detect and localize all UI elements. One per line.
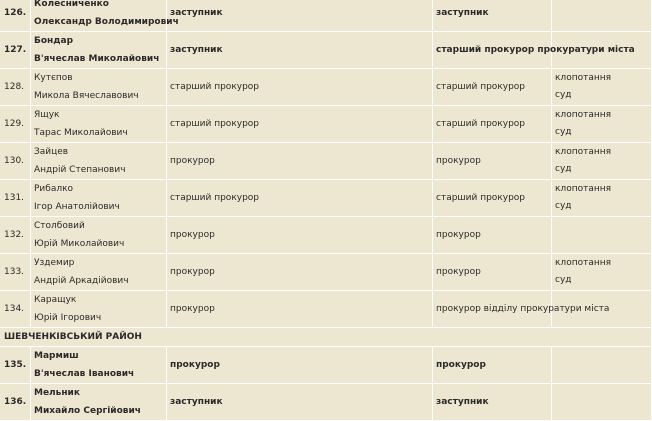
given-names: Тарас Миколайович bbox=[34, 128, 128, 138]
full-name-cell bbox=[31, 143, 167, 180]
position-before-cell: заступник bbox=[167, 0, 433, 32]
position-before-cell: заступник bbox=[167, 32, 433, 69]
full-name-cell bbox=[31, 106, 167, 143]
table-row bbox=[0, 0, 652, 32]
position-before-cell: старший прокурор bbox=[167, 69, 433, 106]
row-number: 127. bbox=[0, 32, 31, 69]
position-after-cell: прокурор bbox=[433, 347, 552, 384]
position-after-cell: прокурор відділу прокуратури міста bbox=[433, 291, 552, 328]
full-name-cell bbox=[31, 254, 167, 291]
row-number: 132. bbox=[0, 217, 31, 254]
position-after-cell: старший прокурор bbox=[433, 106, 552, 143]
row-number: 134. bbox=[0, 291, 31, 328]
full-name-cell bbox=[31, 32, 167, 69]
row-number: 133. bbox=[0, 254, 31, 291]
full-name-cell bbox=[31, 291, 167, 328]
full-name-cell bbox=[31, 384, 167, 421]
given-names: Олександр Володимирович bbox=[34, 17, 179, 27]
full-name-cell bbox=[31, 217, 167, 254]
note-cell bbox=[552, 384, 652, 421]
full-name-cell bbox=[31, 347, 167, 384]
given-names: Андрій Аркадійович bbox=[34, 276, 129, 286]
table-row bbox=[0, 106, 652, 143]
given-names: Микола Вячеславович bbox=[34, 91, 139, 101]
surname: Колесниченко bbox=[34, 0, 109, 9]
given-names: Юрій Миколайович bbox=[34, 239, 125, 249]
surname: Столбовий bbox=[34, 221, 85, 231]
region-row bbox=[0, 328, 652, 347]
position-after-cell: старший прокурор прокуратури міста bbox=[433, 32, 552, 69]
position-after-cell: заступник bbox=[433, 384, 552, 421]
table-row bbox=[0, 69, 652, 106]
note-cell: клопотання суд bbox=[552, 106, 652, 143]
given-names: В'ячеслав Іванович bbox=[34, 369, 135, 379]
position-after-cell: прокурор bbox=[433, 217, 552, 254]
table-row bbox=[0, 384, 652, 421]
position-after-cell: старший прокурор bbox=[433, 180, 552, 217]
note-cell bbox=[552, 217, 652, 254]
position-before-cell: прокурор bbox=[167, 347, 433, 384]
surname: Мармиш bbox=[34, 351, 79, 361]
surname: Ящук bbox=[34, 110, 60, 120]
row-number: 131. bbox=[0, 180, 31, 217]
table-row bbox=[0, 143, 652, 180]
note-cell: клопотання суд bbox=[552, 69, 652, 106]
row-number: 128. bbox=[0, 69, 31, 106]
surname: Рибалко bbox=[34, 184, 74, 194]
position-after-cell: прокурор bbox=[433, 143, 552, 180]
surname: Кутєпов bbox=[34, 73, 73, 83]
given-names: В'ячеслав Миколайович bbox=[34, 54, 160, 64]
given-names: Юрій Ігорович bbox=[34, 313, 102, 323]
row-number: 129. bbox=[0, 106, 31, 143]
table-row bbox=[0, 32, 652, 69]
row-number: 135. bbox=[0, 347, 31, 384]
position-before-cell: старший прокурор bbox=[167, 180, 433, 217]
table-row bbox=[0, 291, 652, 328]
note-cell bbox=[552, 347, 652, 384]
row-number: 126. bbox=[0, 0, 31, 32]
note-cell bbox=[552, 0, 652, 32]
position-before-cell: прокурор bbox=[167, 254, 433, 291]
given-names: Михайло Сергійович bbox=[34, 406, 141, 416]
position-before-cell: прокурор bbox=[167, 291, 433, 328]
surname: Мельник bbox=[34, 388, 80, 398]
position-after-cell: заступник bbox=[433, 0, 552, 32]
region-heading: ШЕВЧЕНКІВСЬКИЙ РАЙОН bbox=[0, 328, 652, 347]
given-names: Ігор Анатолійович bbox=[34, 202, 120, 212]
note-cell: клопотання суд bbox=[552, 254, 652, 291]
position-before-cell: прокурор bbox=[167, 217, 433, 254]
full-name-cell bbox=[31, 69, 167, 106]
given-names: Андрій Степанович bbox=[34, 165, 126, 175]
note-cell: клопотання суд bbox=[552, 180, 652, 217]
note-cell: клопотання суд bbox=[552, 143, 652, 180]
surname: Каращук bbox=[34, 295, 77, 305]
row-number: 136. bbox=[0, 384, 31, 421]
position-after-cell: прокурор bbox=[433, 254, 552, 291]
table-row bbox=[0, 347, 652, 384]
position-after-cell: старший прокурор bbox=[433, 69, 552, 106]
table-row bbox=[0, 180, 652, 217]
position-before-cell: заступник bbox=[167, 384, 433, 421]
surname: Зайцев bbox=[34, 147, 69, 157]
surname: Уздемир bbox=[34, 258, 75, 268]
position-before-cell: старший прокурор bbox=[167, 106, 433, 143]
table-row bbox=[0, 254, 652, 291]
full-name-cell bbox=[31, 180, 167, 217]
position-before-cell: прокурор bbox=[167, 143, 433, 180]
full-name-cell bbox=[31, 0, 179, 32]
table-row bbox=[0, 217, 652, 254]
surname: Бондар bbox=[34, 36, 74, 46]
row-number: 130. bbox=[0, 143, 31, 180]
